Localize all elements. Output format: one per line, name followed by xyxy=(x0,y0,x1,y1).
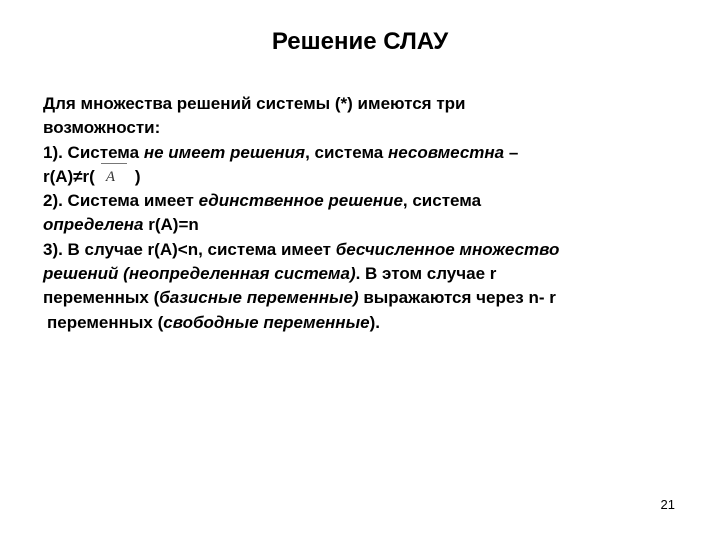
case3-line4-suffix: ). xyxy=(369,312,380,332)
case1-italic-inconsistent: несовместна xyxy=(387,142,505,162)
intro-line-1: Для множества решений системы (*) имеются три xyxy=(43,94,466,113)
case3-line3-suffix: выражаются через n- r xyxy=(358,288,556,308)
augmented-matrix-letter: A xyxy=(105,168,115,185)
slide-title: Решение СЛАУ xyxy=(271,28,449,55)
case2-suffix: , система xyxy=(402,191,482,211)
case3-italic-undetermined: решений (неопределенная система) xyxy=(43,264,356,284)
case3-line3-prefix: переменных ( xyxy=(43,288,160,308)
overline-bar xyxy=(101,163,127,164)
case2-line-2 xyxy=(43,213,693,237)
slide-body xyxy=(43,92,693,335)
case1-mid: , система xyxy=(305,142,388,162)
case1-suffix: – xyxy=(504,142,519,162)
case3-italic-infinite: бесчисленное множество xyxy=(335,239,560,259)
case3-line-2 xyxy=(43,262,693,286)
case2-line-1 xyxy=(43,189,693,213)
case3-prefix: 3). В случае r(A)<n, система имеет xyxy=(43,239,336,259)
case3-italic-free-vars: свободные переменные xyxy=(163,312,370,332)
case2-rank: r(A)=n xyxy=(143,215,199,235)
case2-italic-unique-solution: единственное решение xyxy=(198,191,403,211)
case2-prefix: 2). Система имеет xyxy=(43,191,199,211)
augmented-matrix-symbol xyxy=(97,166,131,184)
case3-line-3 xyxy=(43,286,693,310)
case1-line-1 xyxy=(43,141,693,165)
page-number: 21 xyxy=(660,497,675,512)
case3-line-1 xyxy=(43,238,693,262)
case1-italic-no-solution: не имеет решения xyxy=(143,142,306,162)
case3-line4-prefix: переменных ( xyxy=(47,312,164,332)
case1-line-2 xyxy=(43,165,693,189)
case2-italic-determined: определена xyxy=(43,215,144,235)
case3-line-4 xyxy=(43,311,693,335)
case1-prefix: 1). Система xyxy=(43,142,144,162)
intro-line-2: возможности: xyxy=(43,118,161,138)
case1-rank-left: r(A)≠r( xyxy=(43,166,95,186)
case3-italic-basic-vars: базисные переменные) xyxy=(159,288,359,308)
case1-rank-right: ) xyxy=(134,166,141,186)
case3-mid: . В этом случае r xyxy=(355,264,497,284)
